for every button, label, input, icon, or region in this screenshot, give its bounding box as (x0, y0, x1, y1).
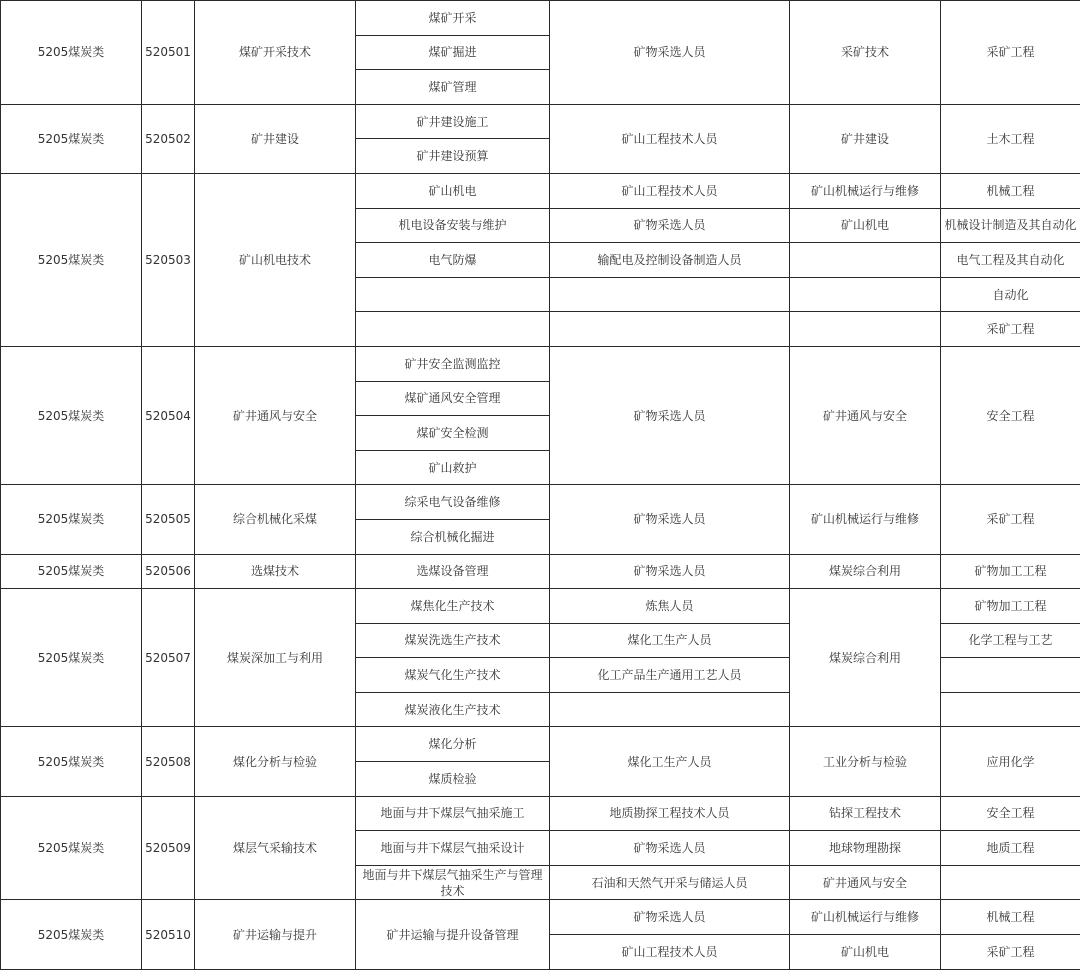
direction-cell: 煤焦化生产技术 (356, 589, 550, 624)
direction-cell: 电气防爆 (356, 243, 550, 278)
direction-cell: 地面与井下煤层气抽采施工 (356, 796, 550, 831)
direction-cell: 矿山救护 (356, 450, 550, 485)
major-name-cell: 矿山机电技术 (195, 173, 356, 346)
direction-cell: 机电设备安装与维护 (356, 208, 550, 243)
secondary-major-cell: 矿井建设 (790, 104, 941, 173)
undergrad-major-cell: 采矿工程 (941, 485, 1080, 554)
secondary-major-cell (790, 312, 941, 347)
code-cell: 520505 (142, 485, 195, 554)
category-cell: 5205煤炭类 (1, 485, 142, 554)
table-row (1, 900, 1080, 935)
undergrad-major-cell: 机械设计制造及其自动化 (941, 208, 1080, 243)
occupation-cell (550, 312, 790, 347)
major-name-cell: 选煤技术 (195, 554, 356, 589)
direction-cell (356, 277, 550, 312)
major-name-cell: 矿井通风与安全 (195, 346, 356, 484)
secondary-major-cell: 矿山机电 (790, 208, 941, 243)
table-body (1, 1, 1080, 970)
direction-cell: 煤炭气化生产技术 (356, 658, 550, 693)
code-cell: 520510 (142, 900, 195, 969)
category-cell: 5205煤炭类 (1, 900, 142, 969)
undergrad-major-cell: 机械工程 (941, 900, 1080, 935)
occupation-cell: 矿山工程技术人员 (550, 173, 790, 208)
undergrad-major-cell: 安全工程 (941, 796, 1080, 831)
undergrad-major-cell: 安全工程 (941, 346, 1080, 484)
undergrad-major-cell: 采矿工程 (941, 312, 1080, 347)
direction-cell: 矿井建设施工 (356, 104, 550, 139)
major-name-cell: 矿井运输与提升 (195, 900, 356, 969)
occupation-cell: 矿物采选人员 (550, 900, 790, 935)
direction-cell: 煤矿通风安全管理 (356, 381, 550, 416)
occupation-cell: 地质勘探工程技术人员 (550, 796, 790, 831)
secondary-major-cell: 矿山机械运行与维修 (790, 900, 941, 935)
code-cell: 520501 (142, 1, 195, 105)
table-row (1, 796, 1080, 831)
occupation-cell: 矿物采选人员 (550, 208, 790, 243)
table-row (1, 485, 1080, 520)
code-cell: 520509 (142, 796, 195, 900)
secondary-major-cell: 矿山机械运行与维修 (790, 173, 941, 208)
undergrad-major-cell: 自动化 (941, 277, 1080, 312)
code-cell: 520503 (142, 173, 195, 346)
code-cell: 520507 (142, 589, 195, 727)
secondary-major-cell: 矿山机械运行与维修 (790, 485, 941, 554)
table-row (1, 173, 1080, 208)
secondary-major-cell: 钻探工程技术 (790, 796, 941, 831)
major-name-cell: 煤矿开采技术 (195, 1, 356, 105)
category-cell: 5205煤炭类 (1, 727, 142, 796)
occupation-cell: 矿物采选人员 (550, 346, 790, 484)
major-name-cell: 矿井建设 (195, 104, 356, 173)
undergrad-major-cell: 矿物加工工程 (941, 554, 1080, 589)
direction-cell: 综采电气设备维修 (356, 485, 550, 520)
direction-cell: 煤化分析 (356, 727, 550, 762)
occupation-cell: 矿山工程技术人员 (550, 104, 790, 173)
table-row (1, 727, 1080, 762)
secondary-major-cell: 矿山机电 (790, 935, 941, 970)
direction-cell: 矿井运输与提升设备管理 (356, 900, 550, 969)
direction-cell: 煤质检验 (356, 762, 550, 797)
occupation-cell: 炼焦人员 (550, 589, 790, 624)
undergrad-major-cell: 采矿工程 (941, 1, 1080, 105)
direction-cell: 煤炭洗选生产技术 (356, 623, 550, 658)
undergrad-major-cell: 电气工程及其自动化 (941, 243, 1080, 278)
occupation-cell: 矿物采选人员 (550, 485, 790, 554)
category-cell: 5205煤炭类 (1, 796, 142, 900)
secondary-major-cell: 矿井通风与安全 (790, 865, 941, 900)
direction-cell: 矿井安全监测监控 (356, 346, 550, 381)
table-row (1, 346, 1080, 381)
direction-cell: 矿山机电 (356, 173, 550, 208)
undergrad-major-cell (941, 865, 1080, 900)
table-row (1, 104, 1080, 139)
undergrad-major-cell: 采矿工程 (941, 935, 1080, 970)
undergrad-major-cell: 土木工程 (941, 104, 1080, 173)
occupation-cell: 化工产品生产通用工艺人员 (550, 658, 790, 693)
occupation-cell: 煤化工生产人员 (550, 727, 790, 796)
major-name-cell: 煤炭深加工与利用 (195, 589, 356, 727)
direction-cell: 地面与井下煤层气抽采生产与管理技术 (356, 865, 550, 900)
table-row (1, 1, 1080, 36)
secondary-major-cell (790, 277, 941, 312)
direction-cell: 综合机械化掘进 (356, 519, 550, 554)
secondary-major-cell: 煤炭综合利用 (790, 589, 941, 727)
category-cell: 5205煤炭类 (1, 173, 142, 346)
undergrad-major-cell (941, 658, 1080, 693)
category-cell: 5205煤炭类 (1, 554, 142, 589)
direction-cell: 煤矿安全检测 (356, 416, 550, 451)
occupation-cell: 矿物采选人员 (550, 1, 790, 105)
undergrad-major-cell: 矿物加工工程 (941, 589, 1080, 624)
table-row (1, 589, 1080, 624)
secondary-major-cell: 煤炭综合利用 (790, 554, 941, 589)
undergrad-major-cell: 应用化学 (941, 727, 1080, 796)
occupation-cell (550, 692, 790, 727)
direction-cell: 选煤设备管理 (356, 554, 550, 589)
secondary-major-cell: 地球物理勘探 (790, 831, 941, 866)
secondary-major-cell: 采矿技术 (790, 1, 941, 105)
occupation-cell: 矿物采选人员 (550, 554, 790, 589)
occupation-cell: 矿物采选人员 (550, 831, 790, 866)
code-cell: 520502 (142, 104, 195, 173)
occupation-cell: 矿山工程技术人员 (550, 935, 790, 970)
category-cell: 5205煤炭类 (1, 1, 142, 105)
undergrad-major-cell: 化学工程与工艺 (941, 623, 1080, 658)
direction-cell: 煤矿管理 (356, 70, 550, 105)
secondary-major-cell: 矿井通风与安全 (790, 346, 941, 484)
occupation-cell (550, 277, 790, 312)
undergrad-major-cell: 机械工程 (941, 173, 1080, 208)
code-cell: 520506 (142, 554, 195, 589)
major-name-cell: 煤层气采输技术 (195, 796, 356, 900)
undergrad-major-cell: 地质工程 (941, 831, 1080, 866)
direction-cell: 煤矿开采 (356, 1, 550, 36)
category-cell: 5205煤炭类 (1, 104, 142, 173)
occupation-cell: 石油和天然气开采与储运人员 (550, 865, 790, 900)
code-cell: 520504 (142, 346, 195, 484)
major-name-cell: 综合机械化采煤 (195, 485, 356, 554)
undergrad-major-cell (941, 692, 1080, 727)
table-row (1, 554, 1080, 589)
occupation-cell: 煤化工生产人员 (550, 623, 790, 658)
category-cell: 5205煤炭类 (1, 346, 142, 484)
major-name-cell: 煤化分析与检验 (195, 727, 356, 796)
code-cell: 520508 (142, 727, 195, 796)
category-cell: 5205煤炭类 (1, 589, 142, 727)
direction-cell: 煤矿掘进 (356, 35, 550, 70)
direction-cell: 煤炭液化生产技术 (356, 692, 550, 727)
direction-cell: 地面与井下煤层气抽采设计 (356, 831, 550, 866)
direction-cell (356, 312, 550, 347)
secondary-major-cell: 工业分析与检验 (790, 727, 941, 796)
direction-cell: 矿井建设预算 (356, 139, 550, 174)
occupation-cell: 输配电及控制设备制造人员 (550, 243, 790, 278)
secondary-major-cell (790, 243, 941, 278)
